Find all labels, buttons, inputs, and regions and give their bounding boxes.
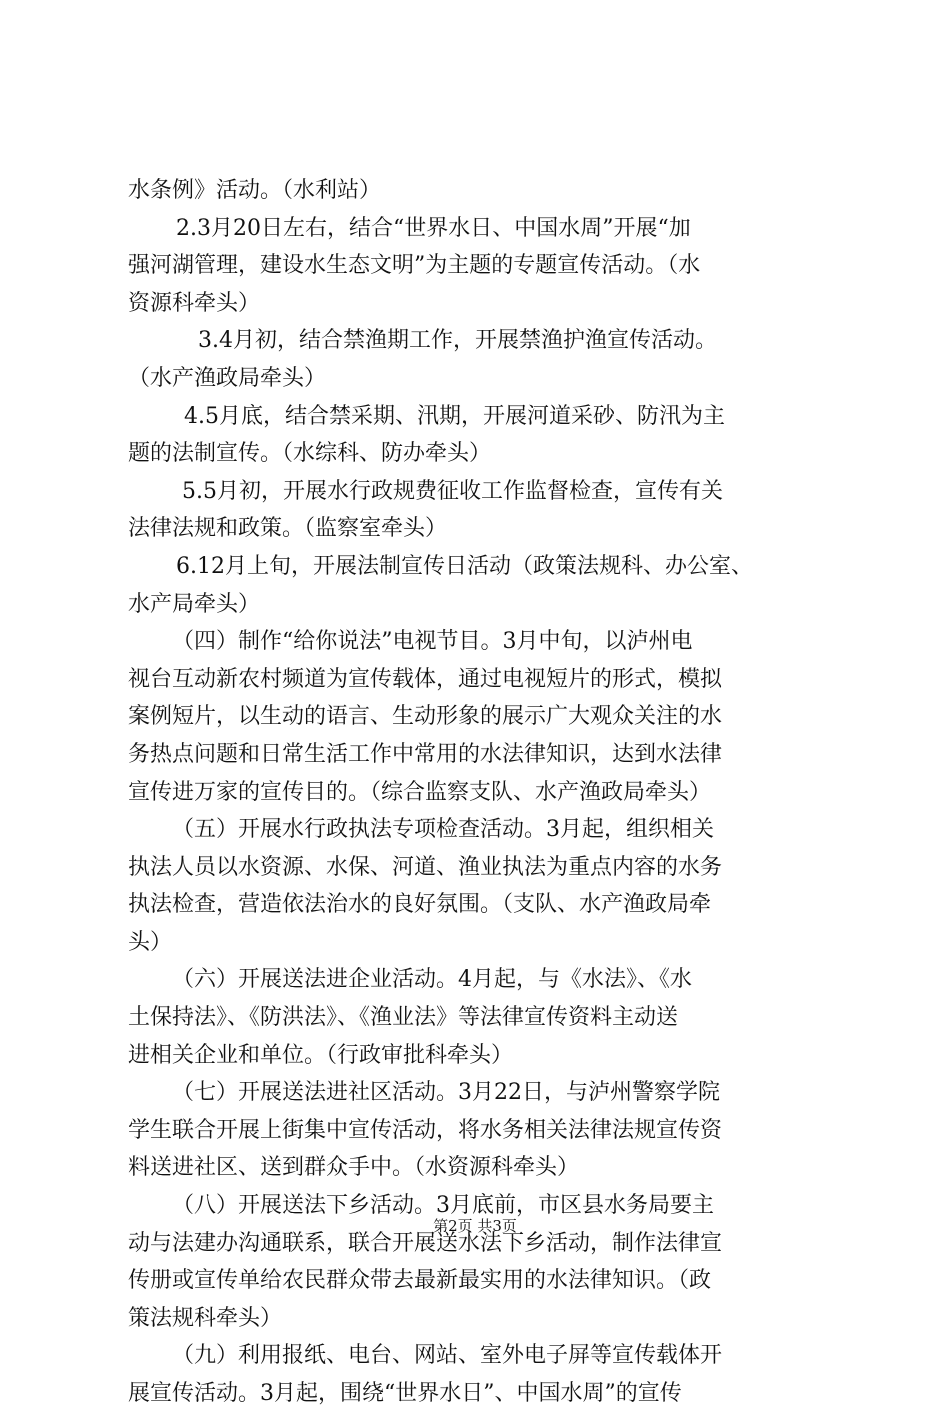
text-line: 进相关企业和单位。（行政审批科牵头） bbox=[128, 1042, 514, 1068]
text-line: （六）开展送法进企业活动。4月起，与《水法》、《水 bbox=[172, 967, 692, 993]
text-line: 动与法建办沟通联系，联合开展送水法下乡活动，制作法律宣 bbox=[128, 1230, 723, 1256]
page-footer: 第2页 共3页 bbox=[433, 1217, 517, 1235]
text-line: （四）制作“给你说法”电视节目。3月中旬，以泸州电 bbox=[172, 629, 693, 655]
text-line: 水产局牵头） bbox=[128, 591, 261, 617]
text-line: 视台互动新农村频道为宣传载体，通过电视短片的形式，模拟 bbox=[128, 666, 723, 692]
text-line: 土保持法》、《防洪法》、《渔业法》等法律宣传资料主动送 bbox=[128, 1005, 679, 1031]
text-line: 宣传进万家的宣传目的。（综合监察支队、水产渔政局牵头） bbox=[128, 779, 712, 805]
text-line: 资源科牵头） bbox=[128, 290, 261, 316]
text-line: 案例短片，以生动的语言、生动形象的展示广大观众关注的水 bbox=[128, 704, 723, 730]
text-line: 执法人员以水资源、水保、河道、渔业执法为重点内容的水务 bbox=[128, 854, 723, 880]
text-line: 务热点问题和日常生活工作中常用的水法律知识，达到水法律 bbox=[128, 741, 723, 767]
text-line: 执法检查，营造依法治水的良好氛围。（支队、水产渔政局牵 bbox=[128, 892, 712, 918]
text-line: （九）利用报纸、电台、网站、室外电子屏等宣传载体开 bbox=[172, 1343, 723, 1369]
text-line: （八）开展送法下乡活动。3月底前，市区县水务局要主 bbox=[172, 1193, 714, 1219]
text-line: 2.3月20日左右，结合“世界水日、中国水周”开展“加 bbox=[176, 215, 691, 241]
text-line: 题的法制宣传。（水综科、防办牵头） bbox=[128, 441, 492, 467]
text-line: （七）开展送法进社区活动。3月22日，与泸州警察学院 bbox=[172, 1080, 720, 1106]
text-line: 强河湖管理，建设水生态文明”为主题的专题宣传活动。（水 bbox=[128, 253, 701, 279]
text-line: 料送进社区、送到群众手中。（水资源科牵头） bbox=[128, 1155, 580, 1181]
text-line: 5.5月初，开展水行政规费征收工作监督检查，宣传有关 bbox=[182, 478, 723, 504]
text-line: 6.12月上旬，开展法制宣传日活动（政策法规科、办公室、 bbox=[176, 553, 753, 579]
text-line: 传册或宣传单给农民群众带去最新最实用的水法律知识。（政 bbox=[128, 1268, 712, 1294]
text-line: 法律法规和政策。（监察室牵头） bbox=[128, 516, 448, 542]
text-line: （五）开展水行政执法专项检查活动。3月起，组织相关 bbox=[172, 817, 714, 843]
text-line: （水产渔政局牵头） bbox=[128, 365, 327, 391]
text-line: 3.4月初，结合禁渔期工作，开展禁渔护渔宣传活动。 bbox=[198, 328, 717, 354]
text-line: 水条例》活动。（水利站） bbox=[128, 178, 382, 203]
text-line: 头） bbox=[128, 929, 173, 955]
text-line: 学生联合开展上街集中宣传活动，将水务相关法律法规宣传资 bbox=[128, 1117, 723, 1143]
text-line: 4.5月底，结合禁采期、汛期，开展河道采砂、防汛为主 bbox=[184, 403, 725, 429]
text-line: 策法规科牵头） bbox=[128, 1305, 283, 1331]
text-line: 展宣传活动。3月起，围绕“世界水日”、中国水周”的宣传 bbox=[128, 1381, 682, 1406]
